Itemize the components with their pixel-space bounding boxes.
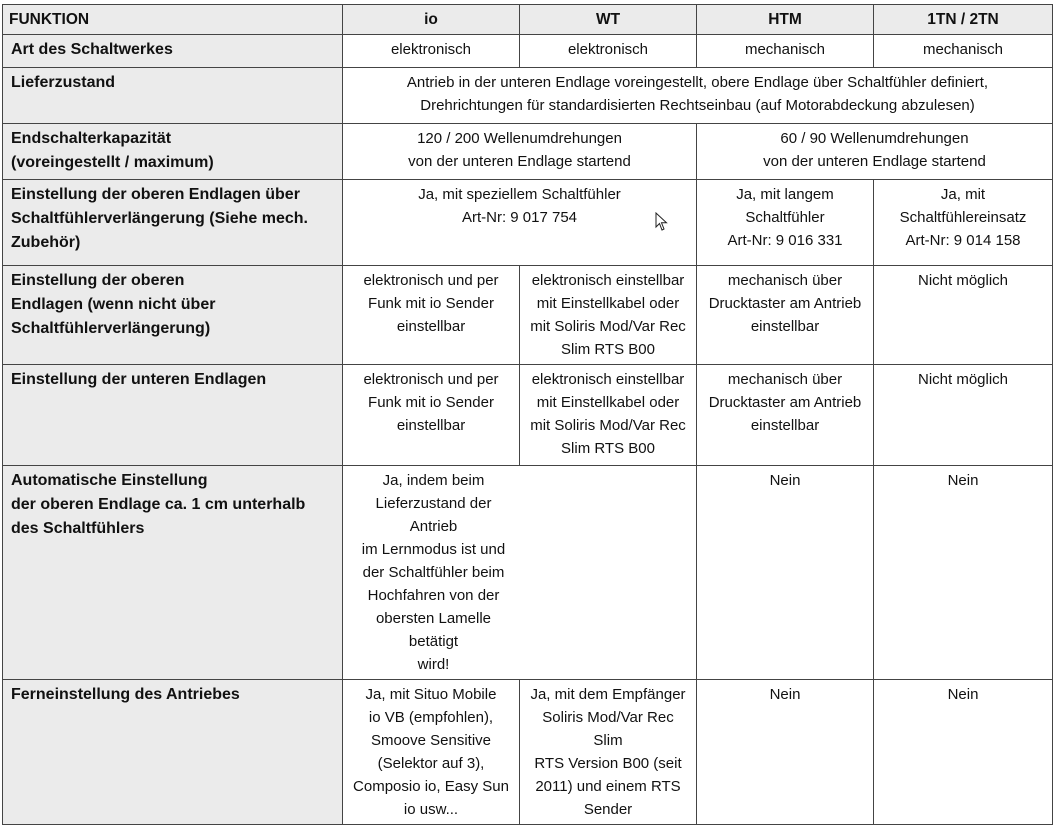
cell-tn: Nein xyxy=(874,466,1053,680)
cell-line: Schaltfühler xyxy=(745,209,825,226)
cell-line: Art-Nr: 9 017 754 xyxy=(461,209,578,226)
cell-tn: Nicht möglich xyxy=(874,365,1053,466)
cell-line: Ja, mit Situo Mobile xyxy=(365,686,497,703)
cell-htm: Nein xyxy=(697,680,874,825)
cell-io: elektronisch xyxy=(343,35,520,68)
cell-line: Hochfahren von der obersten Lamelle betätigt xyxy=(367,587,500,650)
label-line: Einstellung der oberen Endlagen über xyxy=(11,186,300,203)
cell-line: Slim RTS B00 xyxy=(561,440,655,457)
row-label: Einstellung der unteren Endlagen xyxy=(3,365,343,466)
cell-line: Ja, mit xyxy=(940,186,986,203)
cell-htm xyxy=(697,180,874,266)
cell-line: 120 / 200 Wellenumdrehungen xyxy=(417,130,622,147)
table-row xyxy=(3,124,1053,180)
row-label xyxy=(3,466,343,680)
table-row xyxy=(3,680,1053,825)
cell-line: io usw... xyxy=(403,801,459,818)
cell-line: 2011) und einem RTS xyxy=(535,778,681,795)
cell-line: Slim RTS B00 xyxy=(561,341,655,358)
cell-line: Art-Nr: 9 014 158 xyxy=(905,232,1021,249)
header-tn: 1TN / 2TN xyxy=(874,5,1053,35)
label-line: Einstellung der oberen xyxy=(11,272,185,289)
cell-io xyxy=(343,680,520,825)
row-label xyxy=(3,124,343,180)
cell-wt xyxy=(520,680,697,825)
cell-line: einstellbar xyxy=(750,417,820,434)
cell-line: elektronisch und per xyxy=(363,272,499,289)
label-line: der oberen Endlage ca. 1 cm unterhalb xyxy=(11,496,306,513)
label-line: Automatische Einstellung xyxy=(11,472,208,489)
label-line: Schaltfühlerverlängerung (Siehe mech. xyxy=(11,210,308,227)
cell-line: Art-Nr: 9 016 331 xyxy=(727,232,843,249)
cell-line: Soliris Mod/Var Rec Slim xyxy=(542,709,674,749)
header-funktion: FUNKTION xyxy=(3,5,343,35)
cell-line: mechanisch über xyxy=(727,371,843,388)
header-htm: HTM xyxy=(697,5,874,35)
label-line: (voreingestellt / maximum) xyxy=(11,154,214,171)
cell-line: mit Einstellkabel oder xyxy=(536,295,680,312)
cell-line: elektronisch einstellbar xyxy=(531,272,685,289)
cell-line: von der unteren Endlage startend xyxy=(763,153,986,170)
row-label: Lieferzustand xyxy=(3,68,343,124)
cell-line: Ja, indem beim Lieferzustand der Antrieb xyxy=(375,472,492,535)
cell-line: einstellbar xyxy=(396,318,466,335)
cell-line: einstellbar xyxy=(396,417,466,434)
cell-line: mechanisch über xyxy=(727,272,843,289)
row-label xyxy=(3,266,343,365)
cell-all xyxy=(343,68,1053,124)
cell-io-wt xyxy=(343,124,697,180)
cell-line: Smoove Sensitive xyxy=(370,732,492,749)
cell-htm xyxy=(697,365,874,466)
cell-line: im Lernmodus ist und der Schaltfühler beim xyxy=(361,541,506,581)
cell-line: Funk mit io Sender xyxy=(368,295,494,312)
cell-htm: mechanisch xyxy=(697,35,874,68)
cell-line: Funk mit io Sender xyxy=(368,394,494,411)
cell-line: Drucktaster am Antrieb xyxy=(708,394,862,411)
cell-line: Drehrichtungen für standardisierten Rechtseinbau (auf Motorabdeckung abzulesen) xyxy=(420,97,975,114)
cell-tn xyxy=(874,180,1053,266)
cell-io xyxy=(343,266,520,365)
cell-wt xyxy=(520,266,697,365)
table-row xyxy=(3,35,1053,68)
cell-line: 60 / 90 Wellenumdrehungen xyxy=(780,130,969,147)
label-line: Endlagen (wenn nicht über xyxy=(11,296,216,313)
cell-line: Sender xyxy=(583,801,633,818)
cell-tn: Nein xyxy=(874,680,1053,825)
cell-line: mit Soliris Mod/Var Rec xyxy=(530,318,686,335)
label-line: Zubehör) xyxy=(11,234,81,251)
table-row xyxy=(3,365,1053,466)
table-row xyxy=(3,180,1053,266)
cell-io-wt xyxy=(343,180,697,266)
cell-wt: elektronisch xyxy=(520,35,697,68)
cell-line: von der unteren Endlage startend xyxy=(408,153,631,170)
header-row xyxy=(3,5,1053,35)
table-row xyxy=(3,68,1053,124)
cell-line: io VB (empfohlen), xyxy=(368,709,494,726)
cell-line: mit Soliris Mod/Var Rec xyxy=(530,417,686,434)
cell-line: RTS Version B00 (seit xyxy=(534,755,682,772)
cell-line: Drucktaster am Antrieb xyxy=(708,295,862,312)
cell-tn: mechanisch xyxy=(874,35,1053,68)
cell-line: Ja, mit speziellem Schaltfühler xyxy=(418,186,621,203)
cell-tn: Nicht möglich xyxy=(874,266,1053,365)
function-comparison-table xyxy=(2,4,1053,825)
cell-line: einstellbar xyxy=(750,318,820,335)
cell-line: wird! xyxy=(417,656,450,673)
cell-htm: Nein xyxy=(697,466,874,680)
cell-line: Composio io, Easy Sun xyxy=(353,778,509,795)
cell-line: Schaltfühlereinsatz xyxy=(899,209,1027,226)
table-row xyxy=(3,266,1053,365)
cell-line: Ja, mit langem xyxy=(736,186,834,203)
cell-line: elektronisch und per xyxy=(363,371,499,388)
cell-htm xyxy=(697,266,874,365)
cell-line: Ja, mit dem Empfänger xyxy=(530,686,686,703)
row-label: Art des Schaltwerkes xyxy=(3,35,343,68)
cell-wt xyxy=(520,365,697,466)
label-line: des Schaltfühlers xyxy=(11,520,145,537)
header-wt: WT xyxy=(520,5,697,35)
header-io: io xyxy=(343,5,520,35)
cell-line: Antrieb in der unteren Endlage voreingestellt, obere Endlage über Schaltfühler definiert, xyxy=(406,74,989,91)
cell-io xyxy=(343,365,520,466)
mouse-pointer-icon xyxy=(655,212,669,232)
table-row xyxy=(3,466,1053,680)
cell-line: elektronisch einstellbar xyxy=(531,371,685,388)
row-label xyxy=(3,180,343,266)
cell-line: mit Einstellkabel oder xyxy=(536,394,680,411)
cell-htm-tn xyxy=(697,124,1053,180)
cell-line: (Selektor auf 3), xyxy=(377,755,485,772)
label-line: Schaltfühlerverlängerung) xyxy=(11,320,211,337)
label-line: Endschalterkapazität xyxy=(11,130,172,147)
cell-io-wt xyxy=(343,466,697,680)
row-label: Ferneinstellung des Antriebes xyxy=(3,680,343,825)
